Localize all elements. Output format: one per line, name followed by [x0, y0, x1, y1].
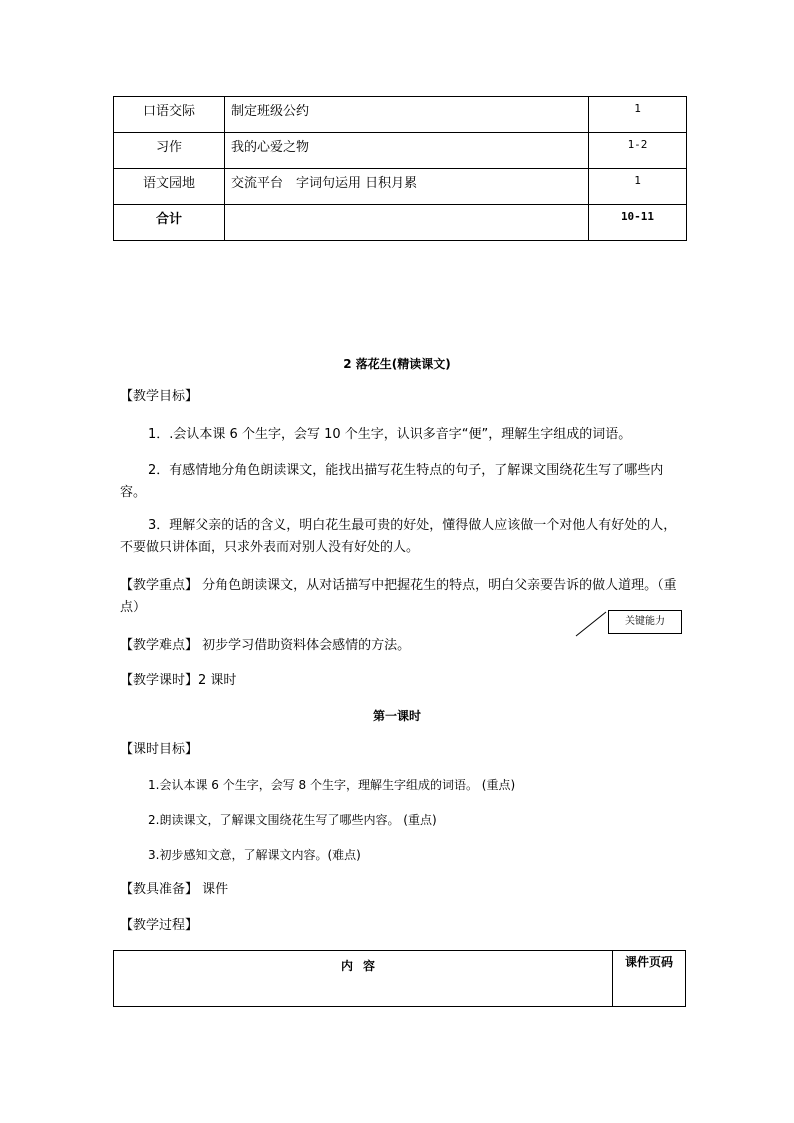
- hours-heading: 【教学课时】: [120, 673, 199, 688]
- difficulty-point: [120, 635, 685, 657]
- total-row: [114, 205, 687, 241]
- goal-item: 1．.会认本课 6 个生字，会写 10 个生字，认识多音字“便”，理解生字组成的词语。: [148, 427, 632, 442]
- row-hours: 1: [634, 102, 641, 115]
- prep-heading: 【教具准备】: [120, 882, 199, 897]
- table-row: [114, 97, 687, 133]
- total-hours: 10-11: [620, 210, 655, 223]
- period-goal-item: 2.朗读课文，了解课文围绕花生写了哪些内容。 (重点): [148, 813, 437, 827]
- process-heading: 【教学过程】: [120, 918, 199, 933]
- prep: [120, 879, 685, 901]
- difficulty-text: 初步学习借助资料体会感情的方法。: [198, 638, 411, 653]
- period-title: 第一课时: [372, 709, 421, 723]
- difficulty-heading: 【教学难点】: [120, 638, 199, 653]
- row-type: 语文园地: [142, 176, 195, 191]
- row-content: 交流平台 字词句运用 日积月累: [231, 176, 418, 191]
- total-content: [231, 205, 588, 208]
- total-label: 合计: [155, 212, 182, 227]
- key-ability-tag: 关键能力: [608, 610, 682, 634]
- row-hours: 1-2: [627, 138, 648, 151]
- content-header: 内容: [114, 951, 613, 1007]
- prep-text: 课件: [198, 882, 229, 897]
- process-header-row: [114, 951, 686, 1007]
- goal-item: 2．有感情地分角色朗读课文，能找出描写花生特点的句子，了解课文围绕花生写了哪些内容。: [120, 463, 664, 500]
- period-goals-heading: 【课时目标】: [120, 742, 199, 757]
- callout-line: [574, 610, 608, 638]
- row-content: 我的心爱之物: [231, 140, 310, 155]
- hours-text: 2 课时: [198, 673, 237, 688]
- goals-heading: 【教学目标】: [120, 389, 199, 404]
- row-type: 口语交际: [142, 104, 195, 119]
- lesson-title: 2 落花生(精读课文): [343, 357, 451, 371]
- lesson-hours: [120, 670, 685, 692]
- row-content: 制定班级公约: [231, 104, 310, 119]
- key-heading: 【教学重点】: [120, 578, 199, 593]
- key-text: 分角色朗读课文，从对话描写中把握花生的特点，明白父亲要告诉的做人道理。（重点）: [120, 578, 677, 615]
- row-hours: 1: [634, 174, 641, 187]
- slide-page-header: 课件页码: [613, 951, 686, 1007]
- goal-item: 3．理解父亲的话的含义，明白花生最可贵的好处，懂得做人应该做一个对他人有好处的人，不要做只讲体面，只求外表而对别人没有好处的人。: [120, 518, 677, 555]
- table-row: [114, 133, 687, 169]
- period-goal-item: 3.初步感知文意，了解课文内容。(难点): [148, 848, 361, 862]
- period-goal-item: 1.会认本课 6 个生字，会写 8 个生字，理解生字组成的词语。 (重点): [148, 778, 516, 792]
- curriculum-table: [113, 96, 687, 241]
- row-type: 习作: [155, 140, 182, 155]
- table-row: [114, 169, 687, 205]
- process-table: [113, 950, 686, 1007]
